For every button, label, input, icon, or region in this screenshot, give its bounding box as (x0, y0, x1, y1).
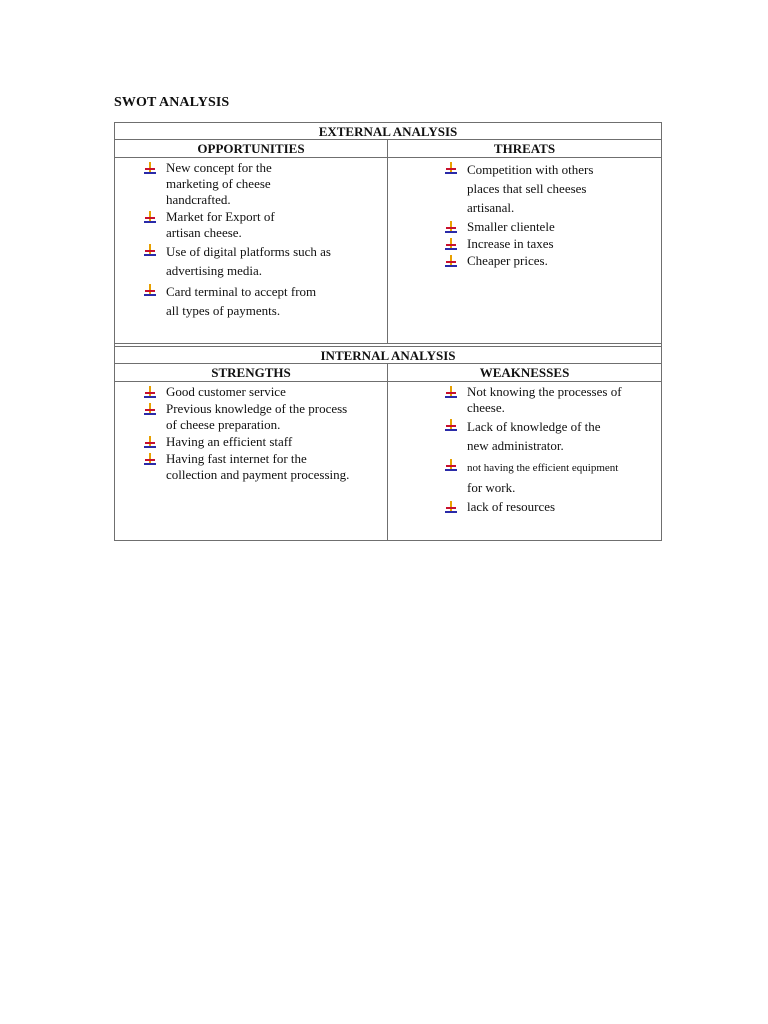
threats-list (388, 160, 661, 269)
list-item-line: handcrafted. (166, 192, 231, 207)
list-item-line: Having an efficient staff (166, 434, 293, 449)
external-headings-row (115, 140, 661, 158)
list-item (115, 451, 387, 483)
strengths-cell (115, 382, 388, 540)
arrow-bullet-icon (445, 501, 457, 513)
list-item-line: Use of digital platforms such as (166, 244, 331, 259)
weaknesses-heading: WEAKNESSES (479, 365, 570, 380)
list-item-line: cheese. (467, 400, 505, 415)
arrow-bullet-icon (144, 453, 156, 465)
opportunities-cell (115, 158, 388, 343)
list-item-line: artisan cheese. (166, 225, 242, 240)
arrow-bullet-icon (144, 386, 156, 398)
list-item-line: Competition with others (467, 162, 594, 177)
list-item (388, 219, 661, 235)
list-item-line: Previous knowledge of the process (166, 401, 348, 416)
list-item-line: Increase in taxes (467, 236, 554, 251)
list-item-line: Smaller clientele (467, 219, 555, 234)
list-item-line: of cheese preparation. (166, 417, 281, 432)
list-item (115, 209, 387, 241)
arrow-bullet-icon (144, 436, 156, 448)
internal-headings-row (115, 364, 661, 382)
list-item (115, 434, 387, 450)
list-item-line: for work. (467, 480, 516, 495)
list-item-line: lack of resources (467, 499, 556, 514)
strengths-heading: STRENGTHS (115, 364, 388, 381)
external-analysis-band: EXTERNAL ANALYSIS (115, 123, 661, 140)
arrow-bullet-icon (144, 162, 156, 174)
arrow-bullet-icon (144, 403, 156, 415)
list-item-line: new administrator. (467, 438, 564, 453)
arrow-bullet-icon (144, 244, 156, 256)
opportunities-heading: OPPORTUNITIES (115, 140, 388, 157)
list-item (115, 282, 387, 320)
arrow-bullet-icon (445, 459, 457, 471)
list-item (115, 242, 387, 280)
opportunities-list (115, 160, 387, 320)
document-title: SWOT ANALYSIS (114, 95, 230, 110)
arrow-bullet-icon (445, 238, 457, 250)
weaknesses-cell (388, 382, 661, 540)
list-item-line: collection and payment processing. (166, 467, 350, 482)
list-item-line: marketing of cheese (166, 176, 271, 191)
list-item-line: Not knowing the processes of (467, 384, 622, 399)
list-item-line: Market for Export of (166, 209, 275, 224)
list-item-line: all types of payments. (166, 303, 281, 318)
list-item (388, 236, 661, 252)
list-item (388, 499, 661, 515)
strengths-list (115, 384, 387, 483)
list-item-line: places that sell cheeses (467, 181, 587, 196)
list-item (388, 457, 661, 497)
list-item-line: Lack of knowledge of the (467, 419, 601, 434)
list-item (388, 160, 661, 217)
arrow-bullet-icon (445, 162, 457, 174)
arrow-bullet-icon (445, 255, 457, 267)
list-item (388, 384, 661, 416)
internal-analysis-band: INTERNAL ANALYSIS (115, 347, 661, 364)
list-item-line: Having fast internet for the (166, 451, 307, 466)
list-item (388, 417, 661, 455)
list-item-line: artisanal. (467, 200, 515, 215)
list-item (115, 160, 387, 208)
list-item-line: Cheaper prices. (467, 253, 548, 268)
arrow-bullet-icon (144, 211, 156, 223)
arrow-bullet-icon (144, 284, 156, 296)
threats-heading: THREATS (493, 141, 556, 156)
swot-table (114, 122, 662, 541)
list-item (388, 253, 661, 269)
weaknesses-list (388, 384, 661, 515)
list-item-line: Good customer service (166, 384, 286, 399)
list-item-line: advertising media. (166, 263, 263, 278)
list-item-line: not having the efficient equipment (467, 462, 619, 474)
list-item-line: Card terminal to accept from (166, 284, 317, 299)
external-body-row (115, 158, 661, 344)
internal-body-row (115, 382, 661, 540)
arrow-bullet-icon (445, 419, 457, 431)
arrow-bullet-icon (445, 386, 457, 398)
list-item (115, 384, 387, 400)
threats-cell (388, 158, 661, 343)
list-item (115, 401, 387, 433)
list-item-line: New concept for the (166, 160, 272, 175)
arrow-bullet-icon (445, 221, 457, 233)
